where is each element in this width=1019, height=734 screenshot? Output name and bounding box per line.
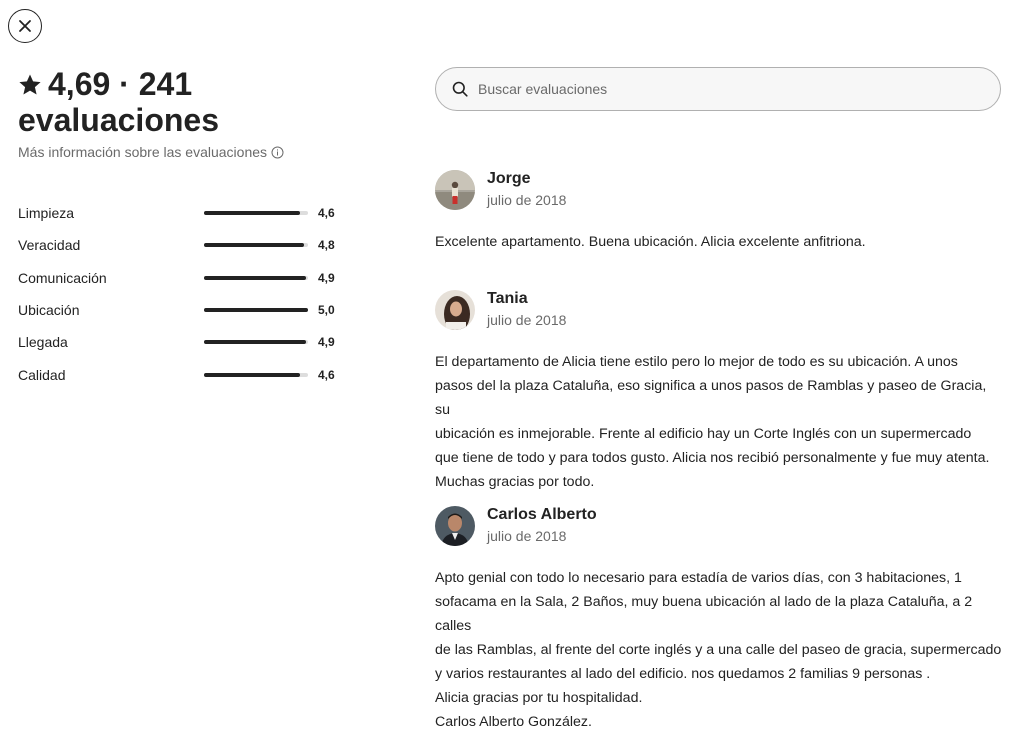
review-line: y varios restaurantes al lado del edificio. nos quedamos 2 familias 9 personas .: [435, 666, 931, 682]
reviewer-name: Jorge: [487, 170, 531, 187]
category-label: Llegada: [18, 334, 68, 351]
category-label: Calidad: [18, 366, 66, 383]
close-icon: [18, 19, 32, 33]
rating-value: 4,69: [48, 66, 111, 102]
reviewer-name: Tania: [487, 290, 528, 307]
review-count-label: evaluaciones: [18, 102, 219, 138]
review-line: Carlos Alberto González.: [435, 714, 592, 730]
category-bar-fill: [204, 276, 306, 280]
category-bar: [204, 243, 308, 247]
category-bar: [204, 276, 308, 280]
category-value: 4,9: [318, 270, 335, 285]
category-label: Ubicación: [18, 302, 80, 319]
category-label: Limpieza: [18, 205, 75, 222]
review-line: de las Ramblas, al frente del corte inglés y a una calle del paseo de gracia, supermercado: [435, 642, 1002, 658]
more-info-text: Más información sobre las evaluaciones: [18, 144, 268, 160]
category-value: 4,6: [318, 367, 335, 382]
review-text: [435, 350, 1005, 494]
review-line: El departamento de Alicia tiene estilo pero lo mejor de todo es su ubicación. A unos: [435, 354, 958, 370]
search-input[interactable]: [476, 80, 980, 98]
rating-title: [18, 66, 348, 138]
category-row: [18, 358, 348, 390]
category-bar: [204, 211, 308, 215]
star-icon: [18, 73, 42, 97]
review-count: 241: [138, 66, 193, 102]
category-ratings: [18, 197, 348, 391]
category-row: [18, 326, 348, 358]
avatar[interactable]: [435, 290, 475, 330]
reviewer-name: Carlos Alberto: [487, 506, 597, 523]
review-text: [435, 566, 1005, 734]
category-row: [18, 262, 348, 294]
search-icon: [452, 81, 468, 97]
review-line: Apto genial con todo lo necesario para estadía de varios días, con 3 habitaciones, 1: [435, 570, 962, 586]
review-line: Alicia gracias por tu hospitalidad.: [435, 690, 643, 706]
avatar[interactable]: [435, 170, 475, 210]
review-line: sofacama en la Sala, 2 Baños, muy buena ubicación al lado de la plaza Cataluña, a 2 calles: [435, 594, 973, 634]
review-date: julio de 2018: [487, 528, 567, 544]
category-row: [18, 229, 348, 261]
review-date: julio de 2018: [487, 192, 567, 208]
category-row: [18, 294, 348, 326]
avatar[interactable]: [435, 506, 475, 546]
category-value: 4,6: [318, 206, 335, 221]
info-icon: [271, 146, 284, 159]
review-item: [435, 169, 1005, 254]
category-bar-fill: [204, 308, 308, 312]
review-line: pasos del la plaza Cataluña, eso significa a unos pasos de Ramblas y paseo de Gracia, su: [435, 378, 987, 418]
category-bar-fill: [204, 211, 300, 215]
review-line: Muchas gracias por todo.: [435, 474, 595, 490]
review-item: [435, 289, 1005, 494]
category-label: Comunicación: [18, 269, 107, 286]
review-text: [435, 230, 1005, 254]
category-value: 4,8: [318, 238, 335, 253]
category-bar: [204, 308, 308, 312]
category-row: [18, 197, 348, 229]
rating-separator: ·: [119, 66, 130, 102]
review-line: que tiene de todo y para todos gusto. Alicia nos recibió personalmente y fue muy atenta.: [435, 450, 990, 466]
category-label: Veracidad: [18, 237, 81, 254]
close-button[interactable]: [8, 9, 42, 43]
category-bar-fill: [204, 373, 300, 377]
rating-summary: [18, 66, 348, 391]
category-bar: [204, 340, 308, 344]
review-line: ubicación es inmejorable. Frente al edificio hay un Corte Inglés con un supermercado: [435, 426, 972, 442]
review-line: Excelente apartamento. Buena ubicación. Alicia excelente anfitriona.: [435, 234, 866, 250]
category-value: 5,0: [318, 303, 335, 318]
review-item: [435, 505, 1005, 734]
category-bar-fill: [204, 340, 306, 344]
more-info-link[interactable]: [18, 144, 348, 160]
search-bar[interactable]: [435, 67, 1001, 111]
category-value: 4,9: [318, 335, 335, 350]
category-bar-fill: [204, 243, 304, 247]
review-date: julio de 2018: [487, 312, 567, 328]
category-bar: [204, 373, 308, 377]
